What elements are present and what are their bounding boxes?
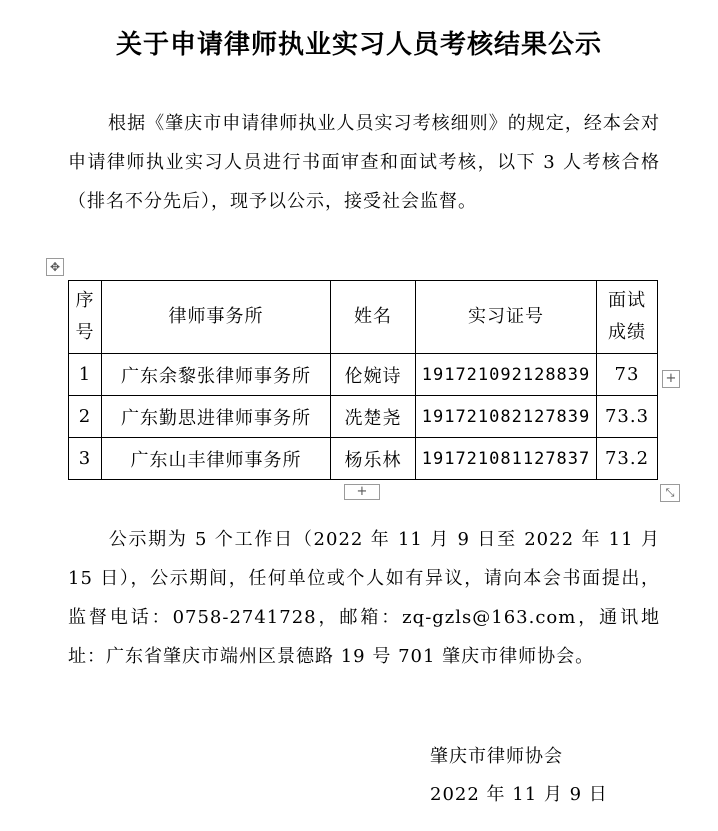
table-row [69,396,658,438]
cell-firm: 广东余黎张律师事务所 [102,354,331,396]
header-cert: 实习证号 [416,281,597,354]
cell-firm: 广东山丰律师事务所 [102,438,331,480]
cell-firm: 广东勤思进律师事务所 [102,396,331,438]
header-name: 姓名 [331,281,416,354]
cell-no: 3 [69,438,102,480]
cell-name: 杨乐林 [331,438,416,480]
cell-cert: 191721092128839 [416,354,597,396]
signature-org: 肇庆市律师协会 [430,746,563,767]
intro-text: 根据《肇庆市申请律师执业人员实习考核细则》的规定，经本会对申请律师执业实习人员进行书面审查和面试考核，以下 3 人考核合格（排名不分先后），现予以公示，接受社会监督。 [68,113,660,212]
page-title: 关于申请律师执业实习人员考核结果公示 [115,30,602,60]
table-header-row [69,281,658,354]
cell-score: 73.3 [597,396,658,438]
add-column-icon[interactable]: + [662,370,680,388]
header-firm: 律师事务所 [102,281,331,354]
table-row [69,438,658,480]
intro-paragraph [68,104,660,221]
header-no: 序 号 [69,281,102,354]
cell-name: 冼楚尧 [331,396,416,438]
table-row [69,354,658,396]
notice-paragraph [68,520,660,676]
cell-cert: 191721081127837 [416,438,597,480]
notice-text: 公示期为 5 个工作日（2022 年 11 月 9 日至 2022 年 11 月 15 日），公示期间，任何单位或个人如有异议，请向本会书面提出，监督电话：0758-2741728，邮箱：zq-gzls@163.com，通讯地址：广东省肇庆市端州区景德路 19 号 701 肇庆市律师协会。 [68,529,660,667]
cell-no: 2 [69,396,102,438]
cell-cert: 191721082127839 [416,396,597,438]
table-resize-icon[interactable]: ⤡ [660,484,680,502]
results-table [68,280,658,480]
cell-score: 73.2 [597,438,658,480]
cell-name: 伦婉诗 [331,354,416,396]
table-move-handle-icon[interactable]: ✥ [46,258,64,276]
header-score: 面试 成绩 [597,281,658,354]
add-row-icon[interactable]: + [344,484,380,500]
signature-date: 2022 年 11 月 9 日 [430,784,608,805]
cell-score: 73 [597,354,658,396]
cell-no: 1 [69,354,102,396]
